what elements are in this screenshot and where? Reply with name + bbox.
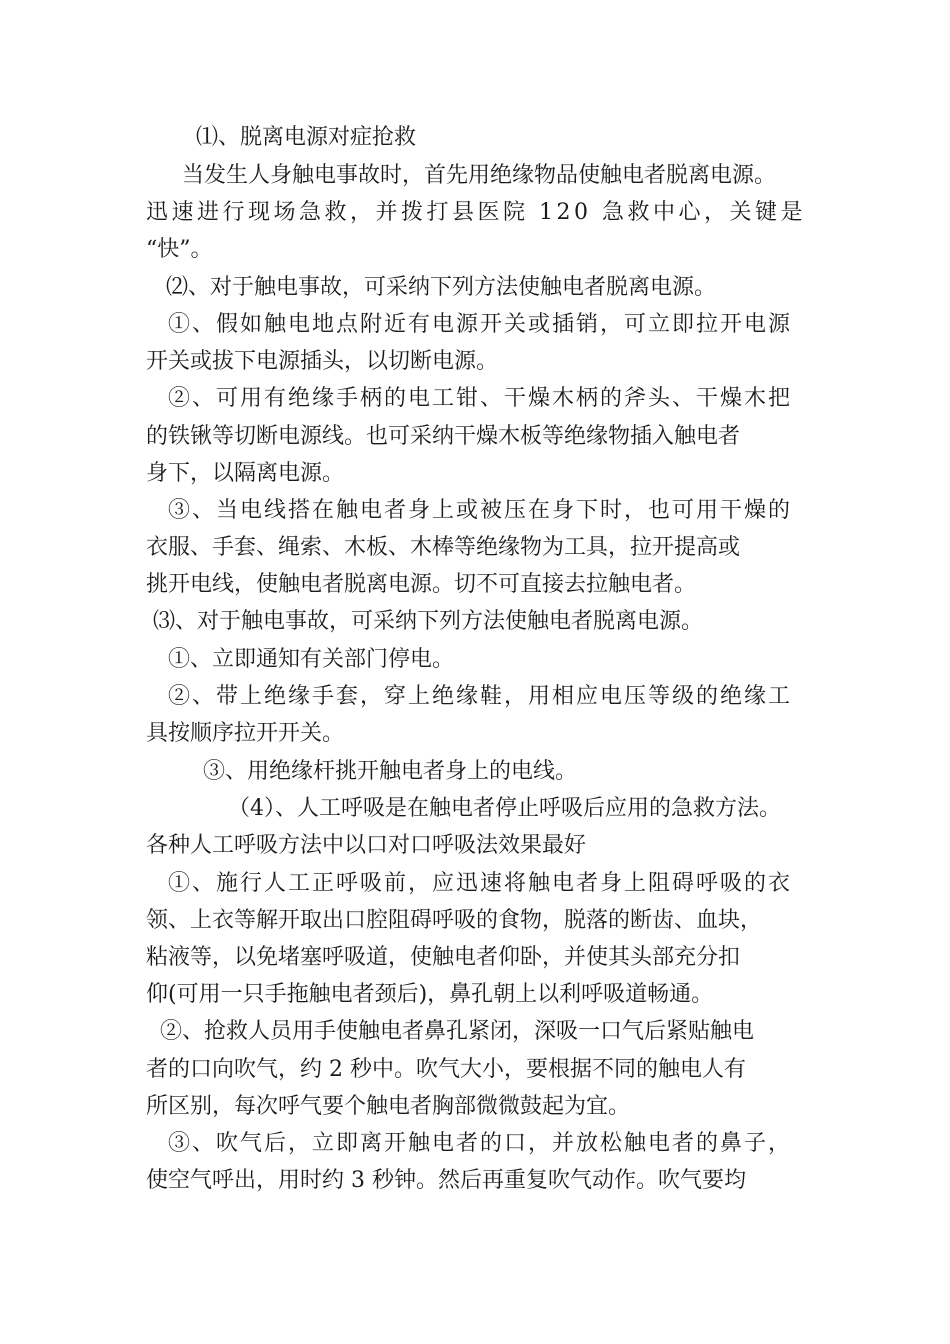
list-item-line: ③、用绝缘杆挑开触电者身上的电线。 <box>203 759 578 784</box>
list-item-line: ③、吹气后，立即离开触电者的口，并放松触电者的鼻子， <box>168 1131 793 1156</box>
list-item-line: ②、可用有绝缘手柄的电工钳、干燥木柄的斧头、干燥木把 <box>168 386 793 411</box>
list-item-line: 开关或拔下电源插头，以切断电源。 <box>146 349 499 374</box>
list-item-line: 所区别，每次呼气要个触电者胸部微微鼓起为宜。 <box>146 1094 631 1119</box>
list-item-line: 衣服、手套、绳索、木板、木棒等绝缘物为工具，拉开提高或 <box>146 535 741 560</box>
list-item-line: ②、抢救人员用手使触电者鼻孔紧闭，深吸一口气后紧贴触电 <box>160 1019 755 1044</box>
list-item-line: 者的口向吹气，约 2 秒中。吹气大小，要根据不同的触电人有 <box>146 1057 746 1082</box>
list-item-line: 的铁锹等切断电源线。也可采纳干燥木板等绝缘物插入触电者 <box>146 424 741 449</box>
list-item-line: ①、施行人工正呼吸前，应迅速将触电者身上阻碍呼吸的衣 <box>168 871 793 896</box>
section-heading-2: ⑵、对于触电事故，可采纳下列方法使触电者脱离电源。 <box>166 275 717 300</box>
paragraph-line: 各种人工呼吸方法中以口对口呼吸法效果最好 <box>146 833 587 858</box>
section-heading-1: ⑴、脱离电源对症抢救 <box>196 125 417 150</box>
paragraph-line: “快”。 <box>146 237 213 262</box>
section-heading-3: ⑶、对于触电事故，可采纳下列方法使触电者脱离电源。 <box>153 609 704 634</box>
list-item-line: 仰(可用一只手拖触电者颈后)，鼻孔朝上以利呼吸道畅通。 <box>146 982 714 1007</box>
list-item-line: ③、当电线搭在触电者身上或被压在身下时，也可用干燥的 <box>168 498 793 523</box>
paragraph-line: 当发生人身触电事故时，首先用绝缘物品使触电者脱离电源。 <box>182 163 777 188</box>
list-item-line: ①、立即通知有关部门停电。 <box>168 647 455 672</box>
list-item-line: ②、带上绝缘手套，穿上绝缘鞋，用相应电压等级的绝缘工 <box>168 684 793 709</box>
list-item-line: 领、上衣等解开取出口腔阻碍呼吸的食物，脱落的断齿、血块， <box>146 908 763 933</box>
section-heading-4: （4）、人工呼吸是在触电者停止呼吸后应用的急救方法。 <box>228 796 781 821</box>
list-item-line: 粘液等，以免堵塞呼吸道，使触电者仰卧，并使其头部充分扣 <box>146 945 741 970</box>
list-item-line: 具按顺序拉开开关。 <box>146 721 345 746</box>
list-item-line: 挑开电线，使触电者脱离电源。切不可直接去拉触电者。 <box>146 572 697 597</box>
list-item-line: 身下，以隔离电源。 <box>146 461 345 486</box>
list-item-line: ①、假如触电地点附近有电源开关或插销，可立即拉开电源 <box>168 312 793 337</box>
paragraph-line: 迅速进行现场急救，并拨打县医院 120 急救中心，关键是 <box>146 200 806 225</box>
list-item-line: 使空气呼出，用时约 3 秒钟。然后再重复吹气动作。吹气要均 <box>146 1168 746 1193</box>
